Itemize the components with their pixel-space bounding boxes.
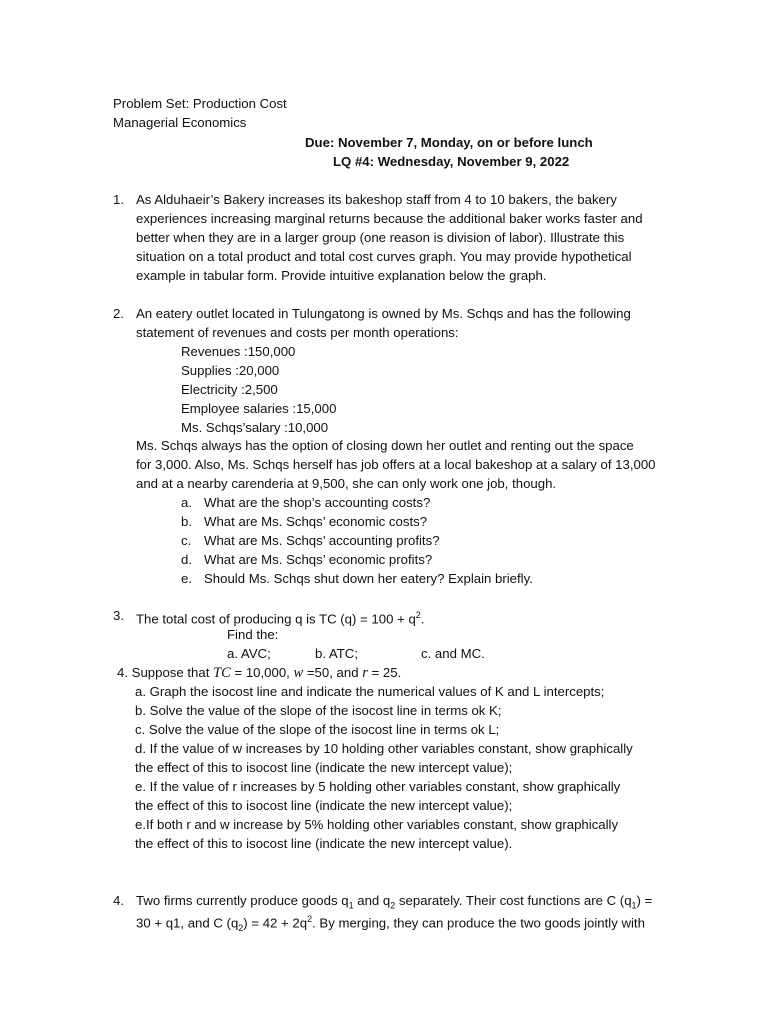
- q1-line: situation on a total product and total cost curves graph. You may provide hypothetical: [136, 249, 632, 264]
- lq-date: LQ #4: Wednesday, November 9, 2022: [333, 154, 570, 169]
- q5-subscript: 1: [631, 900, 637, 911]
- q2-item: Employee salaries :15,000: [181, 401, 337, 416]
- q3-text: The total cost of producing q is TC (q) = 100 + q: [136, 611, 416, 627]
- q3-option-c: c. and MC.: [421, 646, 485, 661]
- q2-item: Supplies :20,000: [181, 363, 280, 378]
- q2-sub-text: What are Ms. Schqs’ economic profits?: [204, 552, 433, 567]
- w-value: =50, and: [303, 665, 363, 680]
- q3-option-a: a. AVC;: [227, 646, 271, 661]
- q1-line: example in tabular form. Provide intuitive explanation below the graph.: [136, 268, 547, 283]
- r-value: = 25.: [367, 665, 402, 680]
- q1-line: As Alduhaeir’s Bakery increases its bakeshop staff from 4 to 10 bakers, the bakery: [136, 192, 617, 207]
- q2-intro-line: statement of revenues and costs per month operations:: [136, 325, 459, 340]
- w-symbol: w: [293, 665, 304, 681]
- q5-subscript: 2: [390, 900, 396, 911]
- q5-text: and q: [353, 893, 391, 908]
- q4-text: Suppose that: [131, 665, 214, 680]
- q5-text: separately. Their cost functions are C (q: [395, 893, 632, 908]
- q5-text: 30 + q1, and C (q: [136, 915, 239, 931]
- q5-text: Two firms currently produce goods q: [136, 893, 349, 908]
- q2-sub-text: What are the shop’s accounting costs?: [204, 495, 431, 510]
- q3-statement: [136, 606, 424, 628]
- course-name: Managerial Economics: [113, 115, 247, 130]
- q5-line-2: [136, 910, 645, 938]
- q3-number: 3.: [113, 608, 124, 623]
- document-title: Problem Set: Production Cost: [113, 96, 287, 111]
- q4-line: e.If both r and w increase by 5% holding other variables constant, show graphically: [135, 817, 619, 832]
- r-symbol: r: [362, 665, 368, 681]
- q5-subscript: 2: [238, 923, 244, 934]
- q4-line: c. Solve the value of the slope of the isocost line in terms ok L;: [135, 722, 500, 737]
- q2-intro-line: An eatery outlet located in Tulungatong is owned by Ms. Schqs and has the following: [136, 306, 631, 321]
- q1-line: better when they are in a larger group (one reason is division of labor). Illustrate this: [136, 230, 625, 245]
- q3-period: .: [420, 611, 425, 627]
- q3-find: Find the:: [227, 627, 279, 642]
- q4-line: the effect of this to isocost line (indicate the new intercept value);: [135, 760, 513, 775]
- q2-sub-letter: b.: [181, 514, 192, 529]
- q4-line: the effect of this to isocost line (indicate the new intercept value).: [135, 836, 513, 851]
- q5-text: ) = 42 + 2q: [243, 915, 308, 931]
- q5-text: . By merging, they can produce the two goods jointly with: [312, 915, 645, 931]
- q4-statement: [117, 663, 401, 683]
- q2-para-line: and at a nearby carenderia at 9,500, she can only work one job, though.: [136, 476, 557, 491]
- q5-text: ) =: [636, 893, 653, 908]
- q3-option-b: b. ATC;: [315, 646, 358, 661]
- q5-number: 4.: [113, 893, 124, 908]
- q2-para-line: Ms. Schqs always has the option of closing down her outlet and renting out the space: [136, 438, 634, 453]
- due-date: Due: November 7, Monday, on or before lunch: [305, 135, 593, 150]
- q5-subscript: 1: [348, 900, 354, 911]
- q2-sub-text: What are Ms. Schqs’ economic costs?: [204, 514, 428, 529]
- q2-item: Ms. Schqs’salary :10,000: [181, 420, 329, 435]
- q4-line: e. If the value of r increases by 5 holding other variables constant, show graphically: [135, 779, 621, 794]
- q2-sub-letter: d.: [181, 552, 192, 567]
- q2-sub-text: Should Ms. Schqs shut down her eatery? Explain briefly.: [204, 571, 533, 586]
- q2-sub-letter: e.: [181, 571, 192, 586]
- q2-sub-letter: c.: [181, 533, 192, 548]
- q1-number: 1.: [113, 192, 124, 207]
- q2-sub-letter: a.: [181, 495, 192, 510]
- q2-item: Revenues :150,000: [181, 344, 296, 359]
- q2-item: Electricity :2,500: [181, 382, 278, 397]
- q1-line: experiences increasing marginal returns because the additional baker works faster and: [136, 211, 643, 226]
- q4-line: d. If the value of w increases by 10 holding other variables constant, show graphically: [135, 741, 633, 756]
- q3-exponent: 2: [415, 610, 421, 620]
- q4-number: 4.: [117, 665, 128, 680]
- q5-superscript: 2: [307, 914, 313, 924]
- q2-number: 2.: [113, 306, 124, 321]
- q4-line: a. Graph the isocost line and indicate the numerical values of K and L intercepts;: [135, 684, 605, 699]
- tc-symbol: TC: [213, 665, 231, 681]
- q2-para-line: for 3,000. Also, Ms. Schqs herself has job offers at a local bakeshop at a salary of 13,000: [136, 457, 656, 472]
- q4-line: the effect of this to isocost line (indicate the new intercept value);: [135, 798, 513, 813]
- q4-line: b. Solve the value of the slope of the isocost line in terms ok K;: [135, 703, 502, 718]
- q2-sub-text: What are Ms. Schqs’ accounting profits?: [204, 533, 440, 548]
- tc-value: = 10,000,: [230, 665, 294, 680]
